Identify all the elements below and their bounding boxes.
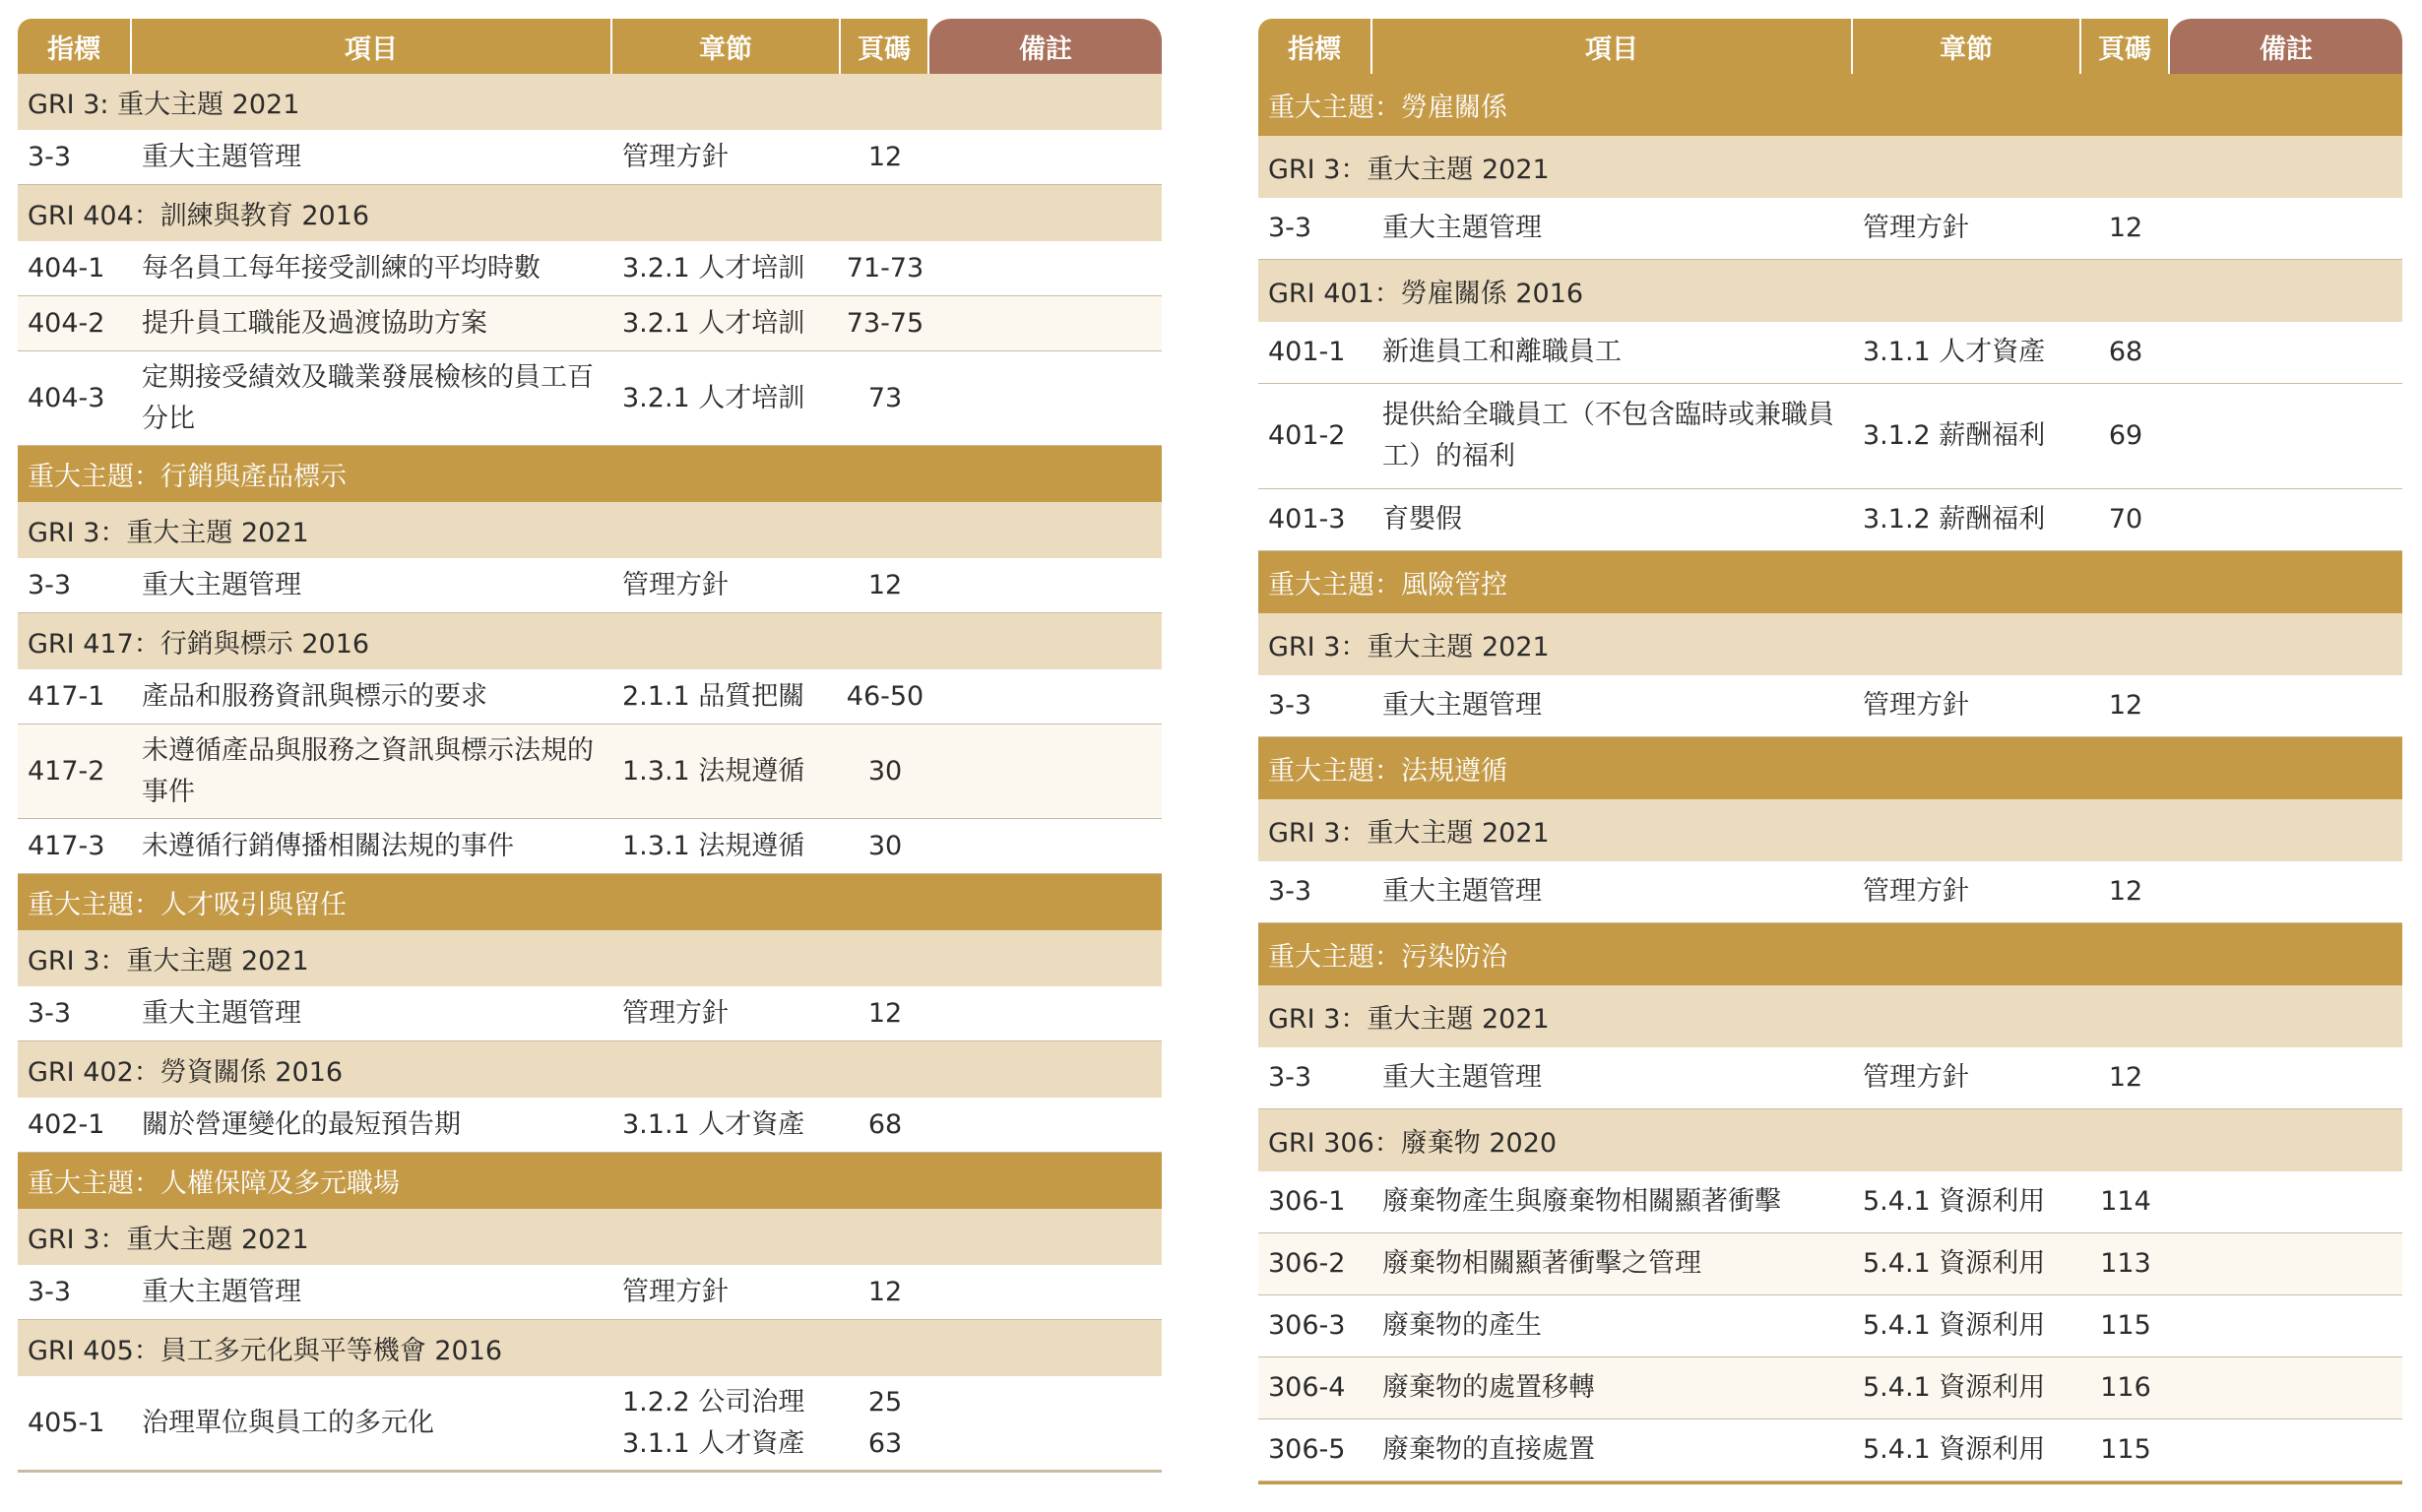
table-row — [18, 1098, 1162, 1153]
left-table-bottom-rule — [18, 1471, 1162, 1473]
header-note: 備註 — [929, 19, 1162, 74]
header-section: 章節 — [612, 19, 841, 74]
item-cell: 廢棄物產生與廢棄物相關顯著衝擊 — [1382, 1186, 1781, 1217]
page-cell: 25 63 — [867, 1386, 903, 1459]
table-row — [1258, 384, 2402, 489]
indicator-cell: 306-2 — [1268, 1248, 1346, 1279]
indicator-cell: 417-1 — [28, 680, 105, 712]
item-cell: 重大主題管理 — [1382, 690, 1542, 721]
item-cell: 重大主題管理 — [142, 997, 301, 1029]
gri-standard-row: GRI 3：重大主題 2021 — [1258, 985, 2402, 1047]
gri-standard-row: GRI 3：重大主題 2021 — [1258, 136, 2402, 198]
item-cell: 廢棄物的直接處置 — [1382, 1434, 1595, 1465]
gri-standard-row: GRI 401：勞雇關係 2016 — [1258, 260, 2402, 322]
page-cell: 68 — [2108, 337, 2143, 367]
right-table-bottom-rule — [1258, 1481, 2402, 1484]
gri-standard-row: GRI 3：重大主題 2021 — [18, 502, 1162, 558]
topic-row: 重大主題：人才吸引與留任 — [18, 874, 1162, 930]
section-cell: 5.4.1 資源利用 — [1863, 1434, 2046, 1465]
section-cell: 3.2.1 人才培訓 — [622, 252, 805, 284]
header-indicator: 指標 — [1258, 19, 1372, 74]
topic-row: 重大主題：污染防治 — [1258, 923, 2402, 985]
right-table-header — [1258, 19, 2402, 74]
topic-row: 重大主題：行銷與產品標示 — [18, 446, 1162, 502]
gri-standard-row: GRI 3：重大主題 2021 — [18, 930, 1162, 986]
gri-standard-row: GRI 417：行銷與標示 2016 — [18, 613, 1162, 669]
item-cell: 重大主題管理 — [142, 1276, 301, 1307]
table-row — [18, 1265, 1162, 1320]
header-note: 備註 — [2170, 19, 2402, 74]
table-row — [1258, 1171, 2402, 1233]
indicator-cell: 3-3 — [1268, 1062, 1312, 1093]
table-row — [1258, 1357, 2402, 1419]
page-cell: 12 — [867, 141, 903, 172]
table-row — [1258, 489, 2402, 551]
indicator-cell: 3-3 — [28, 997, 72, 1029]
table-row — [1258, 861, 2402, 923]
item-cell: 重大主題管理 — [1382, 213, 1542, 243]
indicator-cell: 404-2 — [28, 307, 105, 339]
item-cell: 提升員工職能及過渡協助方案 — [142, 307, 487, 339]
table-row — [18, 819, 1162, 874]
page-cell: 12 — [867, 997, 903, 1029]
item-cell: 關於營運變化的最短預告期 — [142, 1108, 461, 1140]
section-cell: 管理方針 — [1863, 690, 1969, 721]
indicator-cell: 3-3 — [1268, 876, 1312, 907]
indicator-cell: 3-3 — [28, 1276, 72, 1307]
item-cell: 未遵循行銷傳播相關法規的事件 — [142, 830, 514, 861]
section-cell: 3.1.2 薪酬福利 — [1863, 420, 2046, 451]
indicator-cell: 404-3 — [28, 382, 105, 413]
page-cell: 71-73 — [846, 252, 924, 284]
section-cell: 3.2.1 人才培訓 — [622, 382, 805, 413]
header-item: 項目 — [1372, 19, 1853, 74]
page-cell: 12 — [2108, 690, 2143, 721]
item-cell: 每名員工每年接受訓練的平均時數 — [142, 252, 541, 284]
indicator-cell: 401-3 — [1268, 504, 1346, 535]
page-cell: 68 — [867, 1108, 903, 1140]
indicator-cell: 306-1 — [1268, 1186, 1346, 1217]
table-row — [1258, 1295, 2402, 1357]
indicator-cell: 401-1 — [1268, 337, 1346, 367]
item-cell: 廢棄物的處置移轉 — [1382, 1372, 1595, 1403]
table-row — [18, 351, 1162, 446]
gri-standard-row: GRI 3：重大主題 2021 — [1258, 613, 2402, 675]
indicator-cell: 404-1 — [28, 252, 105, 284]
section-cell: 管理方針 — [622, 1276, 729, 1307]
indicator-cell: 306-5 — [1268, 1434, 1346, 1465]
topic-row: 重大主題：勞雇關係 — [1258, 74, 2402, 136]
indicator-cell: 3-3 — [28, 569, 72, 600]
header-page: 頁碼 — [2081, 19, 2170, 74]
section-cell: 3.1.1 人才資產 — [1863, 337, 2046, 367]
section-cell: 管理方針 — [622, 141, 729, 172]
page-cell: 46-50 — [846, 680, 924, 712]
item-cell: 治理單位與員工的多元化 — [142, 1407, 434, 1438]
indicator-cell: 417-2 — [28, 755, 105, 787]
table-row — [18, 986, 1162, 1041]
item-cell: 產品和服務資訊與標示的要求 — [142, 680, 487, 712]
page-cell: 69 — [2108, 420, 2143, 451]
table-row — [1258, 322, 2402, 384]
left-table-body — [18, 74, 1162, 1471]
table-row — [1258, 1419, 2402, 1481]
section-cell: 1.2.2 公司治理 3.1.1 人才資產 — [622, 1386, 805, 1459]
section-cell: 1.3.1 法規遵循 — [622, 755, 805, 787]
item-cell: 廢棄物相關顯著衝擊之管理 — [1382, 1248, 1701, 1279]
section-cell: 3.1.1 人才資產 — [622, 1108, 805, 1140]
page-cell: 12 — [867, 1276, 903, 1307]
item-cell: 重大主題管理 — [142, 569, 301, 600]
page-cell: 30 — [867, 755, 903, 787]
header-indicator: 指標 — [18, 19, 132, 74]
table-row — [18, 130, 1162, 185]
indicator-cell: 3-3 — [1268, 690, 1312, 721]
indicator-cell: 306-3 — [1268, 1310, 1346, 1341]
header-page: 頁碼 — [841, 19, 929, 74]
indicator-cell: 402-1 — [28, 1108, 105, 1140]
gri-standard-row: GRI 405：員工多元化與平等機會 2016 — [18, 1320, 1162, 1376]
section-cell: 5.4.1 資源利用 — [1863, 1248, 2046, 1279]
left-table-header — [18, 19, 1162, 74]
table-row — [18, 241, 1162, 296]
page-cell: 115 — [2100, 1310, 2151, 1341]
table-row — [18, 724, 1162, 819]
item-cell: 未遵循產品與服務之資訊與標示法規的事件 — [142, 734, 594, 807]
page-cell: 73 — [867, 382, 903, 413]
table-row — [18, 296, 1162, 351]
page-cell: 113 — [2100, 1248, 2151, 1279]
section-cell: 5.4.1 資源利用 — [1863, 1310, 2046, 1341]
section-cell: 3.2.1 人才培訓 — [622, 307, 805, 339]
item-cell: 新進員工和離職員工 — [1382, 337, 1622, 367]
indicator-cell: 401-2 — [1268, 420, 1346, 451]
indicator-cell: 417-3 — [28, 830, 105, 861]
left-table — [18, 19, 1162, 1473]
gri-standard-row: GRI 404：訓練與教育 2016 — [18, 185, 1162, 241]
page-cell: 30 — [867, 830, 903, 861]
table-row — [1258, 1233, 2402, 1295]
section-cell: 管理方針 — [1863, 1062, 1969, 1093]
section-cell: 5.4.1 資源利用 — [1863, 1372, 2046, 1403]
section-cell: 管理方針 — [1863, 876, 1969, 907]
item-cell: 育嬰假 — [1382, 504, 1462, 535]
item-cell: 重大主題管理 — [142, 141, 301, 172]
indicator-cell: 3-3 — [1268, 213, 1312, 243]
topic-row: 重大主題：法規遵循 — [1258, 737, 2402, 799]
table-row — [1258, 1047, 2402, 1109]
table-row — [1258, 198, 2402, 260]
section-cell: 5.4.1 資源利用 — [1863, 1186, 2046, 1217]
item-cell: 重大主題管理 — [1382, 1062, 1542, 1093]
item-cell: 廢棄物的產生 — [1382, 1310, 1542, 1341]
item-cell: 定期接受績效及職業發展檢核的員工百分比 — [142, 361, 594, 434]
section-cell: 管理方針 — [622, 569, 729, 600]
gri-standard-row: GRI 3：重大主題 2021 — [18, 1209, 1162, 1265]
table-row — [1258, 675, 2402, 737]
table-row — [18, 669, 1162, 724]
gri-standard-row: GRI 3：重大主題 2021 — [1258, 799, 2402, 861]
table-row — [18, 1376, 1162, 1471]
indicator-cell: 3-3 — [28, 141, 72, 172]
table-row — [18, 558, 1162, 613]
section-cell: 1.3.1 法規遵循 — [622, 830, 805, 861]
topic-row: 重大主題：人權保障及多元職場 — [18, 1153, 1162, 1209]
topic-row: 重大主題：風險管控 — [1258, 551, 2402, 613]
section-cell: 3.1.2 薪酬福利 — [1863, 504, 2046, 535]
page-cell: 114 — [2100, 1186, 2151, 1217]
gri-standard-row: GRI 402：勞資關係 2016 — [18, 1041, 1162, 1098]
right-table-body — [1258, 74, 2402, 1481]
gri-standard-row: GRI 3: 重大主題 2021 — [18, 74, 1162, 130]
page-cell: 115 — [2100, 1434, 2151, 1465]
header-section: 章節 — [1853, 19, 2081, 74]
indicator-cell: 405-1 — [28, 1407, 105, 1438]
section-cell: 2.1.1 品質把關 — [622, 680, 805, 712]
section-cell: 管理方針 — [1863, 213, 1969, 243]
gri-standard-row: GRI 306：廢棄物 2020 — [1258, 1109, 2402, 1171]
page-cell: 70 — [2108, 504, 2143, 535]
page-cell: 12 — [2108, 876, 2143, 907]
item-cell: 提供給全職員工（不包含臨時或兼職員工）的福利 — [1382, 400, 1834, 472]
section-cell: 管理方針 — [622, 997, 729, 1029]
right-table — [1258, 19, 2402, 1484]
page-cell: 12 — [2108, 1062, 2143, 1093]
page-cell: 12 — [2108, 213, 2143, 243]
header-item: 項目 — [132, 19, 612, 74]
page-cell: 73-75 — [846, 307, 924, 339]
page-cell: 116 — [2100, 1372, 2151, 1403]
page-cell: 12 — [867, 569, 903, 600]
indicator-cell: 306-4 — [1268, 1372, 1346, 1403]
item-cell: 重大主題管理 — [1382, 876, 1542, 907]
